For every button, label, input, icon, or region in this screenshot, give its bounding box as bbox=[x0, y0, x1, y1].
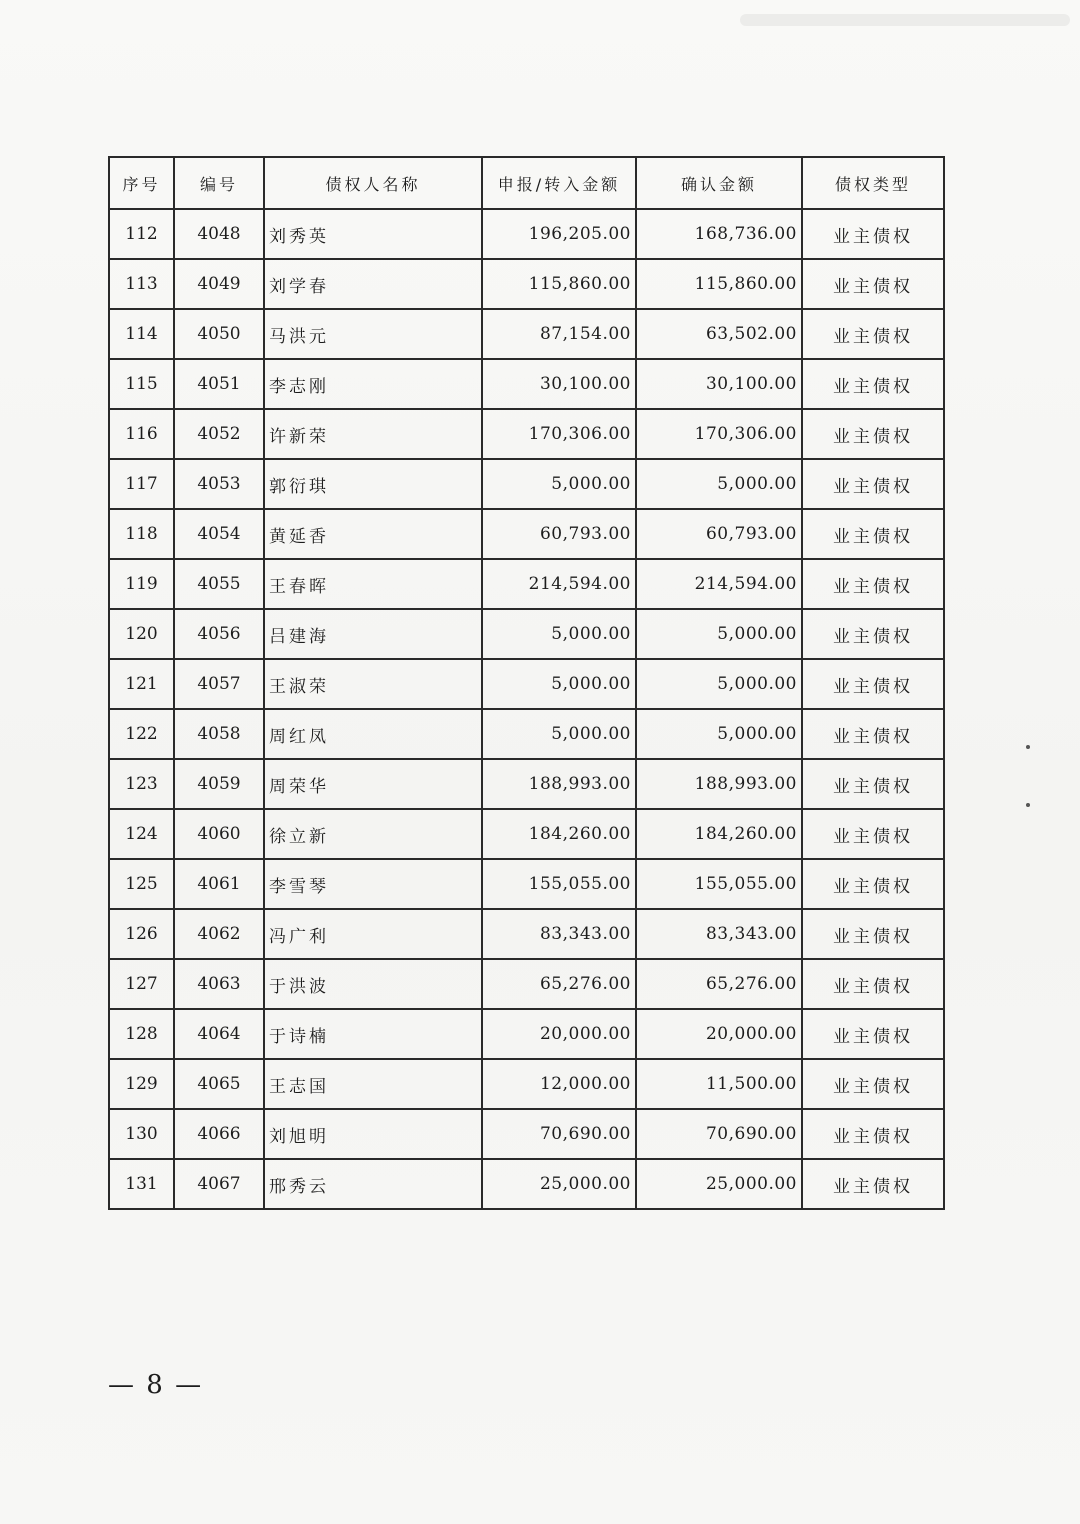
cell-declared-amount: 5,000.00 bbox=[482, 659, 636, 709]
cell-code: 4055 bbox=[174, 559, 264, 609]
cell-creditor-name: 徐立新 bbox=[264, 809, 482, 859]
cell-code: 4057 bbox=[174, 659, 264, 709]
cell-seq: 131 bbox=[109, 1159, 174, 1209]
cell-claim-type: 业主债权 bbox=[802, 859, 944, 909]
cell-confirmed-amount: 11,500.00 bbox=[636, 1059, 802, 1109]
cell-code: 4050 bbox=[174, 309, 264, 359]
cell-confirmed-amount: 65,276.00 bbox=[636, 959, 802, 1009]
scan-speck bbox=[1026, 745, 1030, 749]
cell-creditor-name: 王淑荣 bbox=[264, 659, 482, 709]
cell-claim-type: 业主债权 bbox=[802, 509, 944, 559]
cell-seq: 130 bbox=[109, 1109, 174, 1159]
cell-creditor-name: 吕建海 bbox=[264, 609, 482, 659]
cell-code: 4067 bbox=[174, 1159, 264, 1209]
table-row bbox=[109, 1009, 944, 1059]
cell-declared-amount: 87,154.00 bbox=[482, 309, 636, 359]
cell-creditor-name: 李雪琴 bbox=[264, 859, 482, 909]
table-row bbox=[109, 359, 944, 409]
cell-code: 4052 bbox=[174, 409, 264, 459]
table-row bbox=[109, 409, 944, 459]
cell-claim-type: 业主债权 bbox=[802, 959, 944, 1009]
table-row bbox=[109, 909, 944, 959]
cell-confirmed-amount: 5,000.00 bbox=[636, 609, 802, 659]
header-creditor-name: 债权人名称 bbox=[264, 157, 482, 209]
cell-confirmed-amount: 5,000.00 bbox=[636, 709, 802, 759]
cell-declared-amount: 5,000.00 bbox=[482, 709, 636, 759]
cell-declared-amount: 12,000.00 bbox=[482, 1059, 636, 1109]
cell-declared-amount: 214,594.00 bbox=[482, 559, 636, 609]
cell-seq: 124 bbox=[109, 809, 174, 859]
cell-seq: 119 bbox=[109, 559, 174, 609]
cell-confirmed-amount: 63,502.00 bbox=[636, 309, 802, 359]
cell-claim-type: 业主债权 bbox=[802, 309, 944, 359]
cell-declared-amount: 196,205.00 bbox=[482, 209, 636, 259]
cell-seq: 122 bbox=[109, 709, 174, 759]
cell-code: 4062 bbox=[174, 909, 264, 959]
cell-seq: 114 bbox=[109, 309, 174, 359]
cell-code: 4059 bbox=[174, 759, 264, 809]
cell-code: 4060 bbox=[174, 809, 264, 859]
cell-seq: 113 bbox=[109, 259, 174, 309]
cell-claim-type: 业主债权 bbox=[802, 659, 944, 709]
cell-claim-type: 业主债权 bbox=[802, 809, 944, 859]
cell-code: 4064 bbox=[174, 1009, 264, 1059]
cell-claim-type: 业主债权 bbox=[802, 759, 944, 809]
cell-claim-type: 业主债权 bbox=[802, 1059, 944, 1109]
table-row bbox=[109, 809, 944, 859]
cell-declared-amount: 115,860.00 bbox=[482, 259, 636, 309]
cell-confirmed-amount: 115,860.00 bbox=[636, 259, 802, 309]
cell-code: 4054 bbox=[174, 509, 264, 559]
table-row bbox=[109, 259, 944, 309]
cell-code: 4058 bbox=[174, 709, 264, 759]
cell-seq: 115 bbox=[109, 359, 174, 409]
cell-confirmed-amount: 184,260.00 bbox=[636, 809, 802, 859]
cell-seq: 129 bbox=[109, 1059, 174, 1109]
cell-code: 4061 bbox=[174, 859, 264, 909]
cell-creditor-name: 于洪波 bbox=[264, 959, 482, 1009]
cell-confirmed-amount: 30,100.00 bbox=[636, 359, 802, 409]
cell-confirmed-amount: 70,690.00 bbox=[636, 1109, 802, 1159]
cell-confirmed-amount: 25,000.00 bbox=[636, 1159, 802, 1209]
cell-creditor-name: 周荣华 bbox=[264, 759, 482, 809]
table-body bbox=[109, 209, 944, 1209]
cell-seq: 118 bbox=[109, 509, 174, 559]
cell-declared-amount: 188,993.00 bbox=[482, 759, 636, 809]
cell-creditor-name: 周红凤 bbox=[264, 709, 482, 759]
cell-creditor-name: 刘旭明 bbox=[264, 1109, 482, 1159]
cell-seq: 116 bbox=[109, 409, 174, 459]
cell-creditor-name: 冯广利 bbox=[264, 909, 482, 959]
table-row bbox=[109, 859, 944, 909]
cell-code: 4049 bbox=[174, 259, 264, 309]
header-seq: 序号 bbox=[109, 157, 174, 209]
table-row bbox=[109, 1059, 944, 1109]
cell-declared-amount: 25,000.00 bbox=[482, 1159, 636, 1209]
table-row bbox=[109, 709, 944, 759]
cell-seq: 126 bbox=[109, 909, 174, 959]
cell-claim-type: 业主债权 bbox=[802, 1159, 944, 1209]
cell-declared-amount: 70,690.00 bbox=[482, 1109, 636, 1159]
cell-claim-type: 业主债权 bbox=[802, 1009, 944, 1059]
cell-creditor-name: 李志刚 bbox=[264, 359, 482, 409]
cell-claim-type: 业主债权 bbox=[802, 259, 944, 309]
cell-confirmed-amount: 188,993.00 bbox=[636, 759, 802, 809]
cell-confirmed-amount: 5,000.00 bbox=[636, 459, 802, 509]
cell-claim-type: 业主债权 bbox=[802, 709, 944, 759]
cell-code: 4065 bbox=[174, 1059, 264, 1109]
cell-seq: 123 bbox=[109, 759, 174, 809]
cell-creditor-name: 邢秀云 bbox=[264, 1159, 482, 1209]
table-header-row bbox=[109, 157, 944, 209]
cell-creditor-name: 刘学春 bbox=[264, 259, 482, 309]
cell-code: 4066 bbox=[174, 1109, 264, 1159]
table-row bbox=[109, 659, 944, 709]
cell-declared-amount: 5,000.00 bbox=[482, 609, 636, 659]
scan-speck bbox=[1026, 803, 1030, 807]
cell-creditor-name: 郭衍琪 bbox=[264, 459, 482, 509]
table-row bbox=[109, 1109, 944, 1159]
cell-confirmed-amount: 83,343.00 bbox=[636, 909, 802, 959]
cell-confirmed-amount: 60,793.00 bbox=[636, 509, 802, 559]
cell-seq: 120 bbox=[109, 609, 174, 659]
cell-declared-amount: 184,260.00 bbox=[482, 809, 636, 859]
cell-creditor-name: 许新荣 bbox=[264, 409, 482, 459]
table-row bbox=[109, 759, 944, 809]
cell-seq: 125 bbox=[109, 859, 174, 909]
table-row bbox=[109, 959, 944, 1009]
cell-declared-amount: 20,000.00 bbox=[482, 1009, 636, 1059]
table-row bbox=[109, 609, 944, 659]
cell-declared-amount: 65,276.00 bbox=[482, 959, 636, 1009]
cell-creditor-name: 刘秀英 bbox=[264, 209, 482, 259]
cell-declared-amount: 5,000.00 bbox=[482, 459, 636, 509]
claims-table bbox=[108, 156, 945, 1210]
header-declared-amount: 申报/转入金额 bbox=[482, 157, 636, 209]
cell-confirmed-amount: 20,000.00 bbox=[636, 1009, 802, 1059]
cell-confirmed-amount: 155,055.00 bbox=[636, 859, 802, 909]
table-row bbox=[109, 309, 944, 359]
cell-seq: 112 bbox=[109, 209, 174, 259]
table-row bbox=[109, 509, 944, 559]
cell-declared-amount: 155,055.00 bbox=[482, 859, 636, 909]
cell-claim-type: 业主债权 bbox=[802, 209, 944, 259]
cell-claim-type: 业主债权 bbox=[802, 409, 944, 459]
table-row bbox=[109, 559, 944, 609]
page-number: — 8 — bbox=[108, 1370, 204, 1400]
cell-seq: 121 bbox=[109, 659, 174, 709]
table-row bbox=[109, 459, 944, 509]
cell-confirmed-amount: 168,736.00 bbox=[636, 209, 802, 259]
cell-code: 4056 bbox=[174, 609, 264, 659]
cell-code: 4063 bbox=[174, 959, 264, 1009]
header-confirmed-amount: 确认金额 bbox=[636, 157, 802, 209]
cell-code: 4048 bbox=[174, 209, 264, 259]
cell-creditor-name: 马洪元 bbox=[264, 309, 482, 359]
cell-seq: 128 bbox=[109, 1009, 174, 1059]
cell-confirmed-amount: 214,594.00 bbox=[636, 559, 802, 609]
table-row bbox=[109, 209, 944, 259]
cell-declared-amount: 60,793.00 bbox=[482, 509, 636, 559]
cell-declared-amount: 170,306.00 bbox=[482, 409, 636, 459]
cell-confirmed-amount: 170,306.00 bbox=[636, 409, 802, 459]
cell-claim-type: 业主债权 bbox=[802, 559, 944, 609]
cell-creditor-name: 黄延香 bbox=[264, 509, 482, 559]
cell-seq: 117 bbox=[109, 459, 174, 509]
cell-claim-type: 业主债权 bbox=[802, 459, 944, 509]
cell-claim-type: 业主债权 bbox=[802, 359, 944, 409]
cell-confirmed-amount: 5,000.00 bbox=[636, 659, 802, 709]
header-claim-type: 债权类型 bbox=[802, 157, 944, 209]
cell-declared-amount: 30,100.00 bbox=[482, 359, 636, 409]
cell-declared-amount: 83,343.00 bbox=[482, 909, 636, 959]
cell-claim-type: 业主债权 bbox=[802, 609, 944, 659]
cell-creditor-name: 王春晖 bbox=[264, 559, 482, 609]
cell-seq: 127 bbox=[109, 959, 174, 1009]
cell-creditor-name: 于诗楠 bbox=[264, 1009, 482, 1059]
cell-code: 4053 bbox=[174, 459, 264, 509]
cell-code: 4051 bbox=[174, 359, 264, 409]
scan-shadow bbox=[740, 14, 1070, 26]
table-row bbox=[109, 1159, 944, 1209]
header-code: 编号 bbox=[174, 157, 264, 209]
cell-claim-type: 业主债权 bbox=[802, 1109, 944, 1159]
cell-creditor-name: 王志国 bbox=[264, 1059, 482, 1109]
cell-claim-type: 业主债权 bbox=[802, 909, 944, 959]
